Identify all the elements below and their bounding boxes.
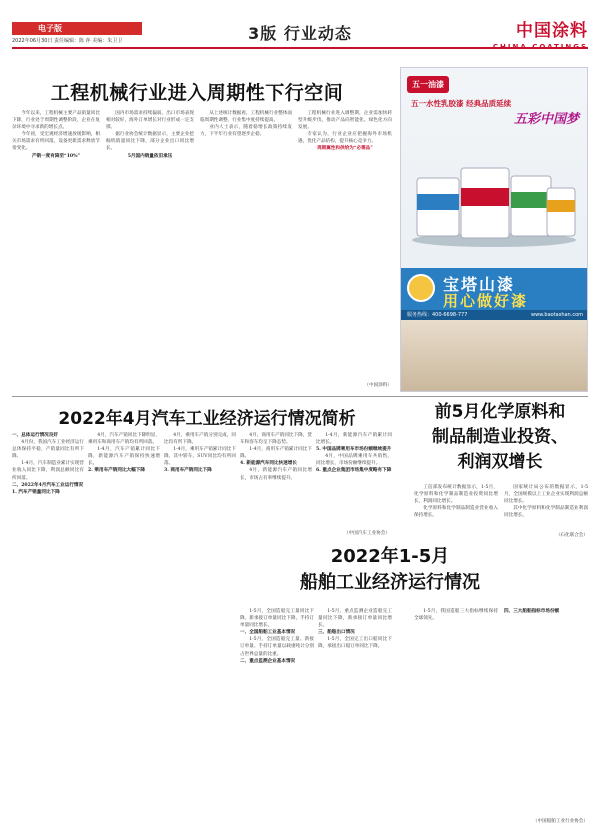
paragraph: 1-5月，全国造船完工量、新接订单量、手持订单量以载重吨计分别占世界总量的比重。 bbox=[240, 637, 314, 657]
article1-title: 工程机械行业进入周期性下行空间 bbox=[50, 82, 344, 104]
paragraph: 专家认为，行业企业应把握海外市场机遇，优化产品结构，提升核心竞争力。 bbox=[298, 132, 392, 145]
article2-title: 2022年4月汽车工业经济运行情况简析 bbox=[58, 409, 356, 429]
paragraph: 1-4月，新能源汽车产销累计同比增长。 bbox=[316, 433, 392, 446]
ad-tagline: 五一水性乳胶漆 经典品质延续 bbox=[411, 99, 512, 108]
date-line: 2022年06月30日 责任编辑：陈 萍 美编：朱卫卫 bbox=[12, 38, 123, 44]
article1-source: （中国涂料） bbox=[364, 383, 392, 388]
baotashan-title: 宝塔山漆 bbox=[443, 275, 516, 294]
paragraph: 从上述统计数据看，工程机械行业整体面临周期性调整，行业集中度持续提高。 bbox=[200, 111, 292, 124]
article4-source: （中国船舶工业行业协会） bbox=[532, 819, 588, 824]
paragraph: 1-5月，全国完工出口船同比下降，承接出口船订单同比下降。 bbox=[318, 637, 392, 650]
article4-title-line: 2022年1-5月 bbox=[330, 546, 450, 567]
ad-contact-bar bbox=[401, 310, 588, 320]
article2-col3 bbox=[164, 432, 236, 822]
paragraph: 4月，中国品牌乘用车共销售，同比增长，市场份额继续提升。 bbox=[316, 454, 392, 467]
paragraph: 1-5月，重点监测企业造船完工量同比下降，新承接订单量同比增长。 bbox=[318, 609, 392, 629]
subheading: 3. 商用车产销同比下降 bbox=[164, 468, 212, 474]
paragraph: 工程机械行业进入调整期，企业需加快转型升级步伐，推动产品向智能化、绿色化方向发展。 bbox=[298, 111, 392, 131]
article3-col1 bbox=[414, 484, 498, 539]
section-divider bbox=[12, 396, 588, 397]
ad-website: www.baotashan.com bbox=[531, 312, 583, 318]
article1-col4 bbox=[298, 110, 392, 378]
article3-col2 bbox=[504, 484, 588, 534]
article3-title-line: 利润双增长 bbox=[457, 452, 543, 472]
brand-name-cn: 中国涂料 bbox=[516, 21, 588, 41]
ad-hotline: 服务热线：400-6698-777 bbox=[407, 312, 468, 318]
subheading: 四、三大船舶指标市场份额 bbox=[504, 609, 560, 614]
subheading: 二、重点监测企业基本情况 bbox=[240, 658, 296, 664]
article3-source: （石化联合会） bbox=[555, 533, 588, 538]
article1-col1 bbox=[12, 110, 100, 390]
subheading: 产销一度有降至“10%” bbox=[31, 153, 81, 159]
paragraph: 1-4月，汽车产销累计同比下降，新能源汽车产销保持快速增长。 bbox=[88, 447, 160, 467]
paragraph: 其中化学原料和化学制品制造业利润同比增长。 bbox=[504, 506, 588, 519]
article2-col2 bbox=[88, 432, 160, 822]
subheading: 一、总体运行情况良好 bbox=[12, 433, 58, 438]
paragraph: 工信部发布统计数据显示，1-5月，化学原料和化学制品制造业投资同比增长，利润同比增长。 bbox=[414, 485, 498, 505]
paragraph: 1-5月，我国造船三大指标继续保持全球领先。 bbox=[414, 609, 498, 622]
subheading: 6. 重点企业集团市场集中度略有下降 bbox=[316, 468, 392, 474]
article4-col3 bbox=[414, 608, 498, 822]
article1-col3 bbox=[200, 110, 292, 390]
subheading: 5月国内销量依旧承压 bbox=[127, 153, 173, 159]
paragraph: 1-4月，乘用车产销累计同比下降，其中轿车、SUV同比均有所回落。 bbox=[164, 447, 236, 467]
subheading: 三、船舶出口情况 bbox=[318, 630, 355, 636]
paragraph: 国内市场需求持续偏弱，出口市场表现相对较好，海外订单增长对行业形成一定支撑。 bbox=[106, 111, 194, 131]
article4-col4 bbox=[504, 608, 588, 814]
baotashan-banner bbox=[401, 268, 588, 310]
article3-title bbox=[410, 400, 590, 475]
advertisement bbox=[400, 67, 588, 392]
subheading: 二、2022年4月汽车工业运行情况 bbox=[12, 482, 84, 488]
paragraph: 今年初，受宏观经济增速放缓影响，相关市场需求有所回落，设备更新需求释放节奏变化。 bbox=[12, 132, 100, 152]
paragraph: 4月份，我国汽车工业经济运行总体保持平稳，产销量同比有所下降。 bbox=[12, 440, 84, 460]
article4-title-line: 船舶工业经济运行情况 bbox=[300, 572, 480, 593]
article4-col1 bbox=[240, 608, 314, 822]
section-title: 3版 行业动态 bbox=[248, 24, 352, 43]
baotashan-logo-icon bbox=[407, 274, 435, 302]
article3-title-line: 前5月化学原料和 bbox=[434, 402, 566, 422]
header-rule bbox=[12, 47, 588, 49]
article2-source: （中国汽车工业协会） bbox=[344, 531, 390, 536]
article4-title bbox=[250, 544, 530, 596]
subheading: 1. 汽车产销量同比下降 bbox=[12, 489, 60, 495]
article2-col4 bbox=[240, 432, 312, 532]
article3-title-line: 制品制造业投资、 bbox=[432, 427, 568, 447]
paragraph: 1-4月，商用车产销累计同比下降。 bbox=[240, 447, 312, 460]
article2-col1 bbox=[12, 432, 84, 822]
article1-col2 bbox=[106, 110, 194, 390]
paragraph: 1-4月，汽车制造业累计实现营业收入同比下降，利润总额同比有所回落。 bbox=[12, 461, 84, 481]
baotashan-slogan: 用心做好漆 bbox=[443, 292, 529, 310]
paragraph: 4月，新能源汽车产销同比增长，市场占有率继续提升。 bbox=[240, 468, 312, 481]
brand-logo bbox=[493, 16, 588, 51]
paragraph: 4月，乘用车产销分别完成，同比均有所下降。 bbox=[164, 433, 236, 446]
highlight-subheading: 周期属性和供给为“必需品” bbox=[317, 146, 373, 152]
paint-cans-image bbox=[409, 148, 579, 248]
paragraph: 国家统计局公布的数据显示，1-5月，全国规模以上工业企业实现利润总额同比增长。 bbox=[504, 485, 588, 505]
article4-col2 bbox=[318, 608, 392, 822]
paragraph: 4月，商用车产销同比下降，货车和客车均呈下降态势。 bbox=[240, 433, 312, 446]
article2-col5 bbox=[316, 432, 392, 532]
paragraph: 业内人士表示，随着稳增长政策持续发力，下半年行业有望逐步企稳。 bbox=[200, 125, 292, 138]
subheading: 2. 乘用车产销同比大幅下降 bbox=[88, 468, 145, 474]
subheading: 4. 新能源汽车同比快速增长 bbox=[240, 461, 297, 467]
subheading: 5. 中国品牌乘用车市场份额继续提升 bbox=[316, 447, 392, 453]
edition-label: 电子版 bbox=[12, 22, 142, 35]
paragraph: 今年以来，工程机械主要产品销量同比下降，行业处于周期性调整阶段，企业在复杂环境中寻求新的增长点。 bbox=[12, 111, 100, 131]
paragraph: 据行业协会统计数据显示，主要企业挖掘机销量同比下降，部分企业出口同比增长。 bbox=[106, 132, 194, 152]
interior-room-image bbox=[401, 320, 588, 392]
wuyi-logo: 五一油漆 bbox=[407, 76, 449, 93]
ad-slogan: 五彩中国梦 bbox=[513, 112, 579, 127]
paragraph: 化学原料和化学制品制造业营业收入保持增长。 bbox=[414, 506, 498, 519]
subheading: 一、全国船舶工业基本情况 bbox=[240, 630, 296, 636]
paragraph: 1-5月，全国造船完工量同比下降，新承接订单量同比下降，手持订单量同比增长。 bbox=[240, 609, 314, 629]
paragraph: 4月，汽车产销同比下降明显，乘用车和商用车产销均有所回落。 bbox=[88, 433, 160, 446]
